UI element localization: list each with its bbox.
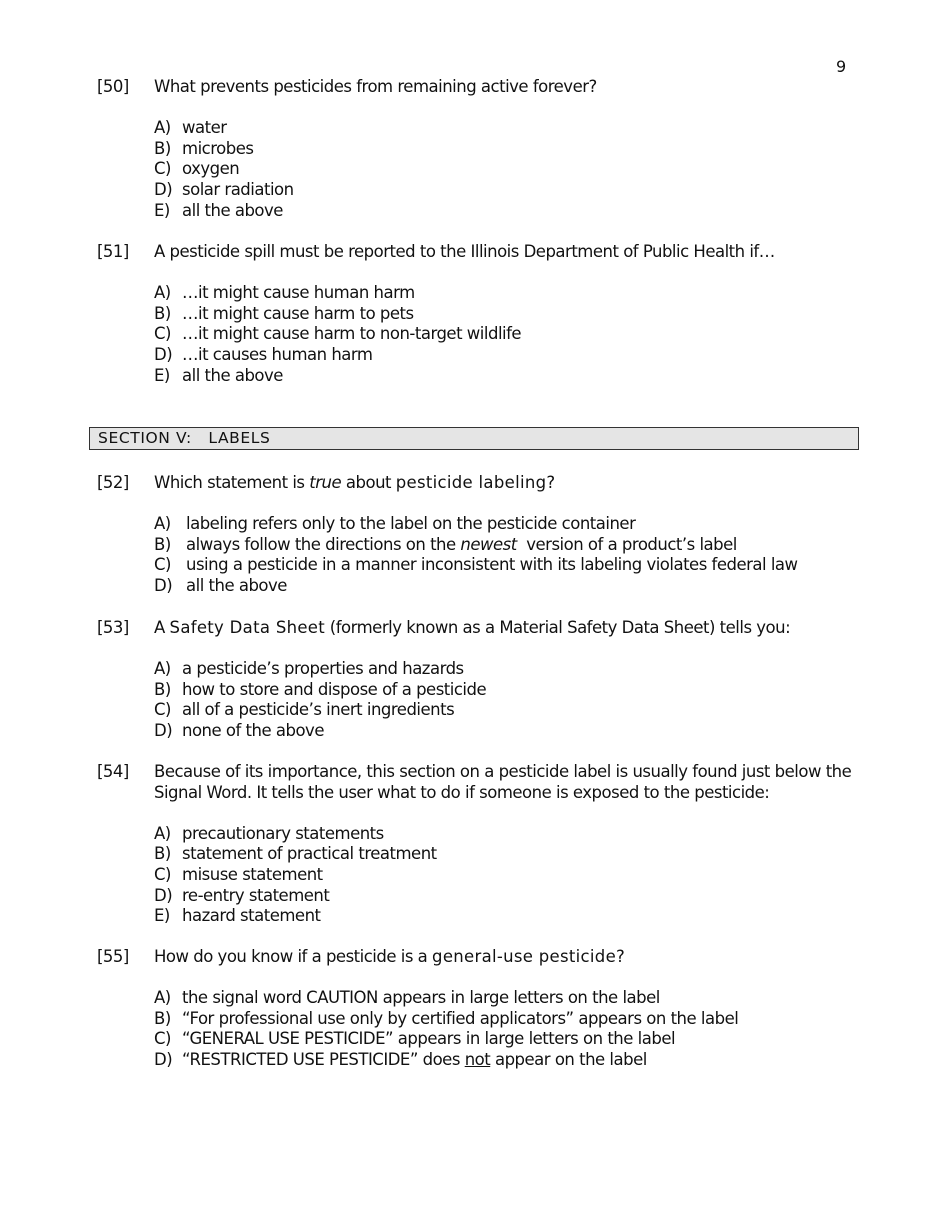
option-letter: D) — [154, 575, 173, 595]
answer-option — [154, 304, 857, 325]
option-text: all the above — [186, 575, 287, 595]
answer-options — [154, 988, 857, 1070]
page-number: 9 — [836, 57, 847, 76]
option-letter: C) — [154, 159, 171, 179]
option-letter: E) — [154, 906, 170, 926]
answer-option — [154, 514, 857, 535]
answer-options — [154, 659, 857, 741]
question-number: [52] — [97, 473, 129, 492]
option-text: misuse statement — [182, 864, 323, 884]
option-letter: C) — [154, 700, 171, 720]
emphasis-text: true — [309, 473, 342, 492]
question-text — [154, 947, 857, 968]
question-number: [55] — [97, 947, 129, 966]
question-50 — [97, 77, 857, 221]
question-number: [51] — [97, 242, 129, 261]
option-letter: B) — [154, 1008, 171, 1028]
option-text: …it might cause harm to pets — [182, 303, 414, 323]
option-text: “For professional use only by certified applicators” appears on the label — [182, 1008, 739, 1028]
option-text: the signal word CAUTION appears in large letters on the label — [182, 988, 660, 1008]
option-letter: D) — [154, 1049, 173, 1069]
option-letter: A) — [154, 988, 171, 1008]
option-letter: A) — [154, 823, 171, 843]
option-letter: D) — [154, 179, 173, 199]
text-segment: A — [154, 618, 170, 637]
text-segment: appear on the label — [490, 1049, 647, 1069]
question-number: [50] — [97, 77, 129, 96]
option-letter: A) — [154, 659, 171, 679]
option-text: …it causes human harm — [182, 344, 373, 364]
answer-option — [154, 988, 857, 1009]
option-text: re-entry statement — [182, 885, 330, 905]
option-text — [182, 1050, 647, 1071]
answer-option — [154, 721, 857, 742]
option-letter: B) — [154, 303, 171, 323]
answer-option — [154, 865, 857, 886]
term-text: pesticide labeling — [395, 473, 547, 492]
option-text: water — [182, 118, 227, 138]
option-text: precautionary statements — [182, 823, 384, 843]
term-text: general-use pesticide — [432, 947, 617, 966]
question-text: What prevents pesticides from remaining active forever? — [154, 77, 597, 96]
option-letter: B) — [154, 679, 171, 699]
answer-options — [154, 118, 857, 221]
text-segment: (formerly known as a Material Safety Data Sheet) tells you: — [325, 618, 791, 637]
option-letter: B) — [154, 138, 171, 158]
option-text: microbes — [182, 138, 254, 158]
section-header: SECTION V: LABELS — [89, 427, 859, 450]
text-segment: Which statement is — [154, 473, 310, 492]
text-segment: version of a product’s label — [516, 534, 737, 554]
option-text: all the above — [182, 200, 283, 220]
answer-option — [154, 844, 857, 865]
answer-option — [154, 345, 857, 366]
text-segment: ? — [616, 947, 625, 966]
answer-option — [154, 180, 857, 201]
option-text: using a pesticide in a manner inconsistent with its labeling violates federal law — [186, 555, 798, 575]
answer-options — [154, 514, 857, 596]
option-letter: C) — [154, 324, 171, 344]
question-54 — [97, 762, 857, 927]
term-text: Safety Data Sheet — [169, 618, 326, 637]
question-text — [154, 473, 857, 494]
answer-option — [154, 366, 857, 387]
emphasis-text: newest — [460, 534, 517, 554]
option-text: none of the above — [182, 720, 324, 740]
option-letter: C) — [154, 555, 171, 575]
answer-options — [154, 824, 857, 927]
question-text: Because of its importance, this section on a pesticide label is usually found just below the Signal Word. It tells the user what to do if someone is exposed to the pesticide: — [154, 762, 852, 802]
answer-option — [154, 576, 857, 597]
option-letter: A) — [154, 283, 171, 303]
option-text: labeling refers only to the label on the pesticide container — [186, 514, 636, 534]
option-text: oxygen — [182, 159, 240, 179]
text-segment: “RESTRICTED USE PESTICIDE” does — [182, 1049, 465, 1069]
text-segment: ? — [546, 473, 555, 492]
option-text: solar radiation — [182, 179, 294, 199]
option-letter: E) — [154, 200, 170, 220]
question-number: [54] — [97, 762, 129, 781]
option-letter: C) — [154, 864, 171, 884]
answer-option — [154, 283, 857, 304]
option-letter: B) — [154, 844, 171, 864]
question-52 — [97, 473, 857, 597]
underlined-text: not — [464, 1049, 491, 1069]
option-text: all the above — [182, 365, 283, 385]
answer-option — [154, 159, 857, 180]
answer-option — [154, 1009, 857, 1030]
answer-option — [154, 906, 857, 927]
option-text: all of a pesticide’s inert ingredients — [182, 700, 455, 720]
answer-options — [154, 283, 857, 386]
option-letter: D) — [154, 344, 173, 364]
question-text — [154, 618, 857, 639]
answer-option — [154, 824, 857, 845]
option-letter: A) — [154, 514, 171, 534]
text-segment: about — [341, 473, 396, 492]
option-letter: D) — [154, 885, 173, 905]
option-letter: D) — [154, 720, 173, 740]
answer-option — [154, 1050, 857, 1071]
option-text: …it might cause human harm — [182, 283, 415, 303]
text-segment: How do you know if a pesticide is a — [154, 947, 433, 966]
option-letter: C) — [154, 1029, 171, 1049]
answer-option — [154, 680, 857, 701]
answer-option — [154, 886, 857, 907]
question-55 — [97, 947, 857, 1071]
text-segment: always follow the directions on the — [186, 534, 461, 554]
answer-option — [154, 139, 857, 160]
question-53 — [97, 618, 857, 742]
answer-option — [154, 555, 857, 576]
question-51 — [97, 242, 857, 386]
question-number: [53] — [97, 618, 129, 637]
option-text: …it might cause harm to non-target wildlife — [182, 324, 522, 344]
answer-option — [154, 118, 857, 139]
answer-option — [154, 201, 857, 222]
answer-option — [154, 1029, 857, 1050]
option-letter: B) — [154, 534, 171, 554]
answer-option — [154, 324, 857, 345]
option-letter: A) — [154, 118, 171, 138]
answer-option — [154, 535, 857, 556]
option-text: statement of practical treatment — [182, 844, 437, 864]
option-text: how to store and dispose of a pesticide — [182, 679, 487, 699]
option-text — [186, 535, 737, 556]
answer-option — [154, 700, 857, 721]
option-text: a pesticide’s properties and hazards — [182, 659, 464, 679]
question-text: A pesticide spill must be reported to the Illinois Department of Public Health if… — [154, 242, 775, 261]
option-letter: E) — [154, 365, 170, 385]
option-text: “GENERAL USE PESTICIDE” appears in large letters on the label — [182, 1029, 676, 1049]
answer-option — [154, 659, 857, 680]
option-text: hazard statement — [182, 906, 321, 926]
